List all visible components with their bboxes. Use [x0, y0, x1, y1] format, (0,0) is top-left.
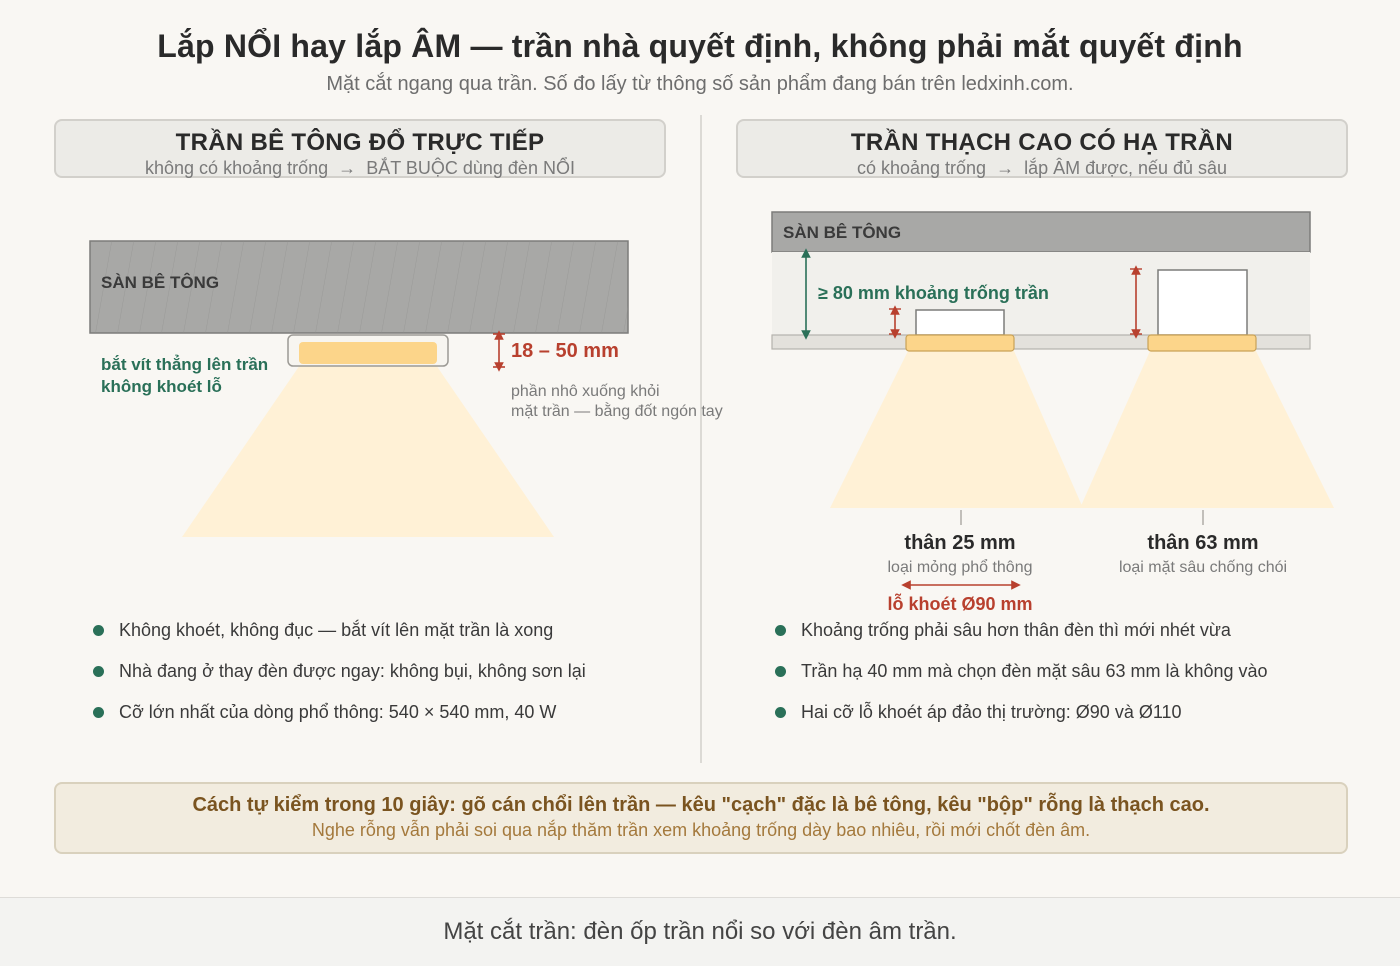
- recessed-lamp-1-trim: [906, 335, 1014, 351]
- lamp2-subtitle: loại mặt sâu chống chói: [1118, 559, 1288, 576]
- bullet-dot-icon: [93, 625, 104, 636]
- gap-dimension-label: ≥ 80 mm khoảng trống trần: [818, 283, 1049, 303]
- figure-caption: Mặt cắt trần: đèn ốp trần nổi so với đèn âm trần.: [443, 918, 957, 945]
- page-subtitle: Mặt cắt ngang qua trần. Số đo lấy từ thông số sản phẩm đang bán trên ledxinh.com.: [326, 73, 1074, 95]
- caption-bar: [0, 897, 1400, 966]
- list-item: Không khoét, không đục — bắt vít lên mặt trần là xong: [93, 615, 586, 656]
- recessed-lamp-2-trim: [1148, 335, 1256, 351]
- list-item: Cỡ lớn nhất của dòng phổ thông: 540 × 540 mm, 40 W: [93, 697, 586, 738]
- tip-box: [54, 782, 1348, 854]
- bullet-dot-icon: [775, 625, 786, 636]
- left-dimension-note-line2: mặt trần — bằng đốt ngón tay: [511, 403, 723, 420]
- bullet-dot-icon: [775, 666, 786, 677]
- left-dimension-marker: [493, 334, 505, 367]
- arrow-icon: →: [338, 158, 357, 178]
- hole-dimension-label: lỗ khoét Ø90 mm: [887, 594, 1033, 614]
- right-light-cone-2: [1080, 351, 1334, 508]
- right-slab-label: SÀN BÊ TÔNG: [783, 223, 902, 242]
- list-item: Trần hạ 40 mm mà chọn đèn mặt sâu 63 mm là không vào: [775, 656, 1268, 697]
- recessed-lamp-2-body: [1158, 270, 1247, 335]
- right-bullet-list: [775, 615, 1268, 738]
- left-dimension-label: 18 – 50 mm: [511, 340, 619, 362]
- left-sub-b: BẮT BUỘC dùng đèn NỔI: [366, 158, 575, 178]
- lamp2-title: thân 63 mm: [1147, 532, 1259, 554]
- left-bullet-list: [93, 615, 586, 738]
- list-item: Hai cỡ lỗ khoét áp đảo thị trường: Ø90 và Ø110: [775, 697, 1268, 738]
- left-light-cone: [182, 365, 554, 537]
- list-item: Khoảng trống phải sâu hơn thân đèn thì mới nhét vừa: [775, 615, 1268, 656]
- arrow-icon: →: [996, 158, 1015, 178]
- left-slab-label: SÀN BÊ TÔNG: [101, 273, 220, 292]
- left-dimension-note-line1: phần nhô xuống khỏi: [511, 383, 660, 400]
- recessed-lamp-1-body: [916, 310, 1004, 335]
- lamp1-subtitle: loại mỏng phổ thông: [887, 559, 1033, 576]
- right-light-cone-1: [830, 351, 1083, 508]
- left-sub-a: không có khoảng trống: [145, 158, 329, 178]
- lamp1-title: thân 25 mm: [904, 532, 1016, 554]
- tip-sub-text: Nghe rỗng vẫn phải soi qua nắp thăm trần xem khoảng trống dày bao nhiêu, rồi mới chốt đèn âm.: [311, 820, 1091, 840]
- bullet-dot-icon: [93, 707, 104, 718]
- page-title: Lắp NỔI hay lắp ÂM — trần nhà quyết định, không phải mắt quyết định: [157, 28, 1243, 64]
- list-item: Nhà đang ở thay đèn được ngay: không bụi, không sơn lại: [93, 656, 586, 697]
- right-sub-a: có khoảng trống: [856, 158, 987, 178]
- left-panel-title: TRẦN BÊ TÔNG ĐỔ TRỰC TIẾP: [175, 129, 545, 156]
- bullet-dot-icon: [775, 707, 786, 718]
- right-panel-title: TRẦN THẠCH CAO CÓ HẠ TRẦN: [850, 129, 1234, 156]
- bullet-dot-icon: [93, 666, 104, 677]
- surface-lamp-diffuser: [299, 342, 437, 364]
- left-note-line1: bắt vít thẳng lên trần: [101, 355, 269, 374]
- left-note-line2: không khoét lỗ: [101, 377, 222, 396]
- tip-main-text: Cách tự kiểm trong 10 giây: gõ cán chổi lên trần — kêu "cạch" đặc là bê tông, kêu "bộp" rỗng là thạch cao.: [192, 794, 1210, 816]
- right-sub-b: lắp ÂM được, nếu đủ sâu: [1024, 158, 1228, 178]
